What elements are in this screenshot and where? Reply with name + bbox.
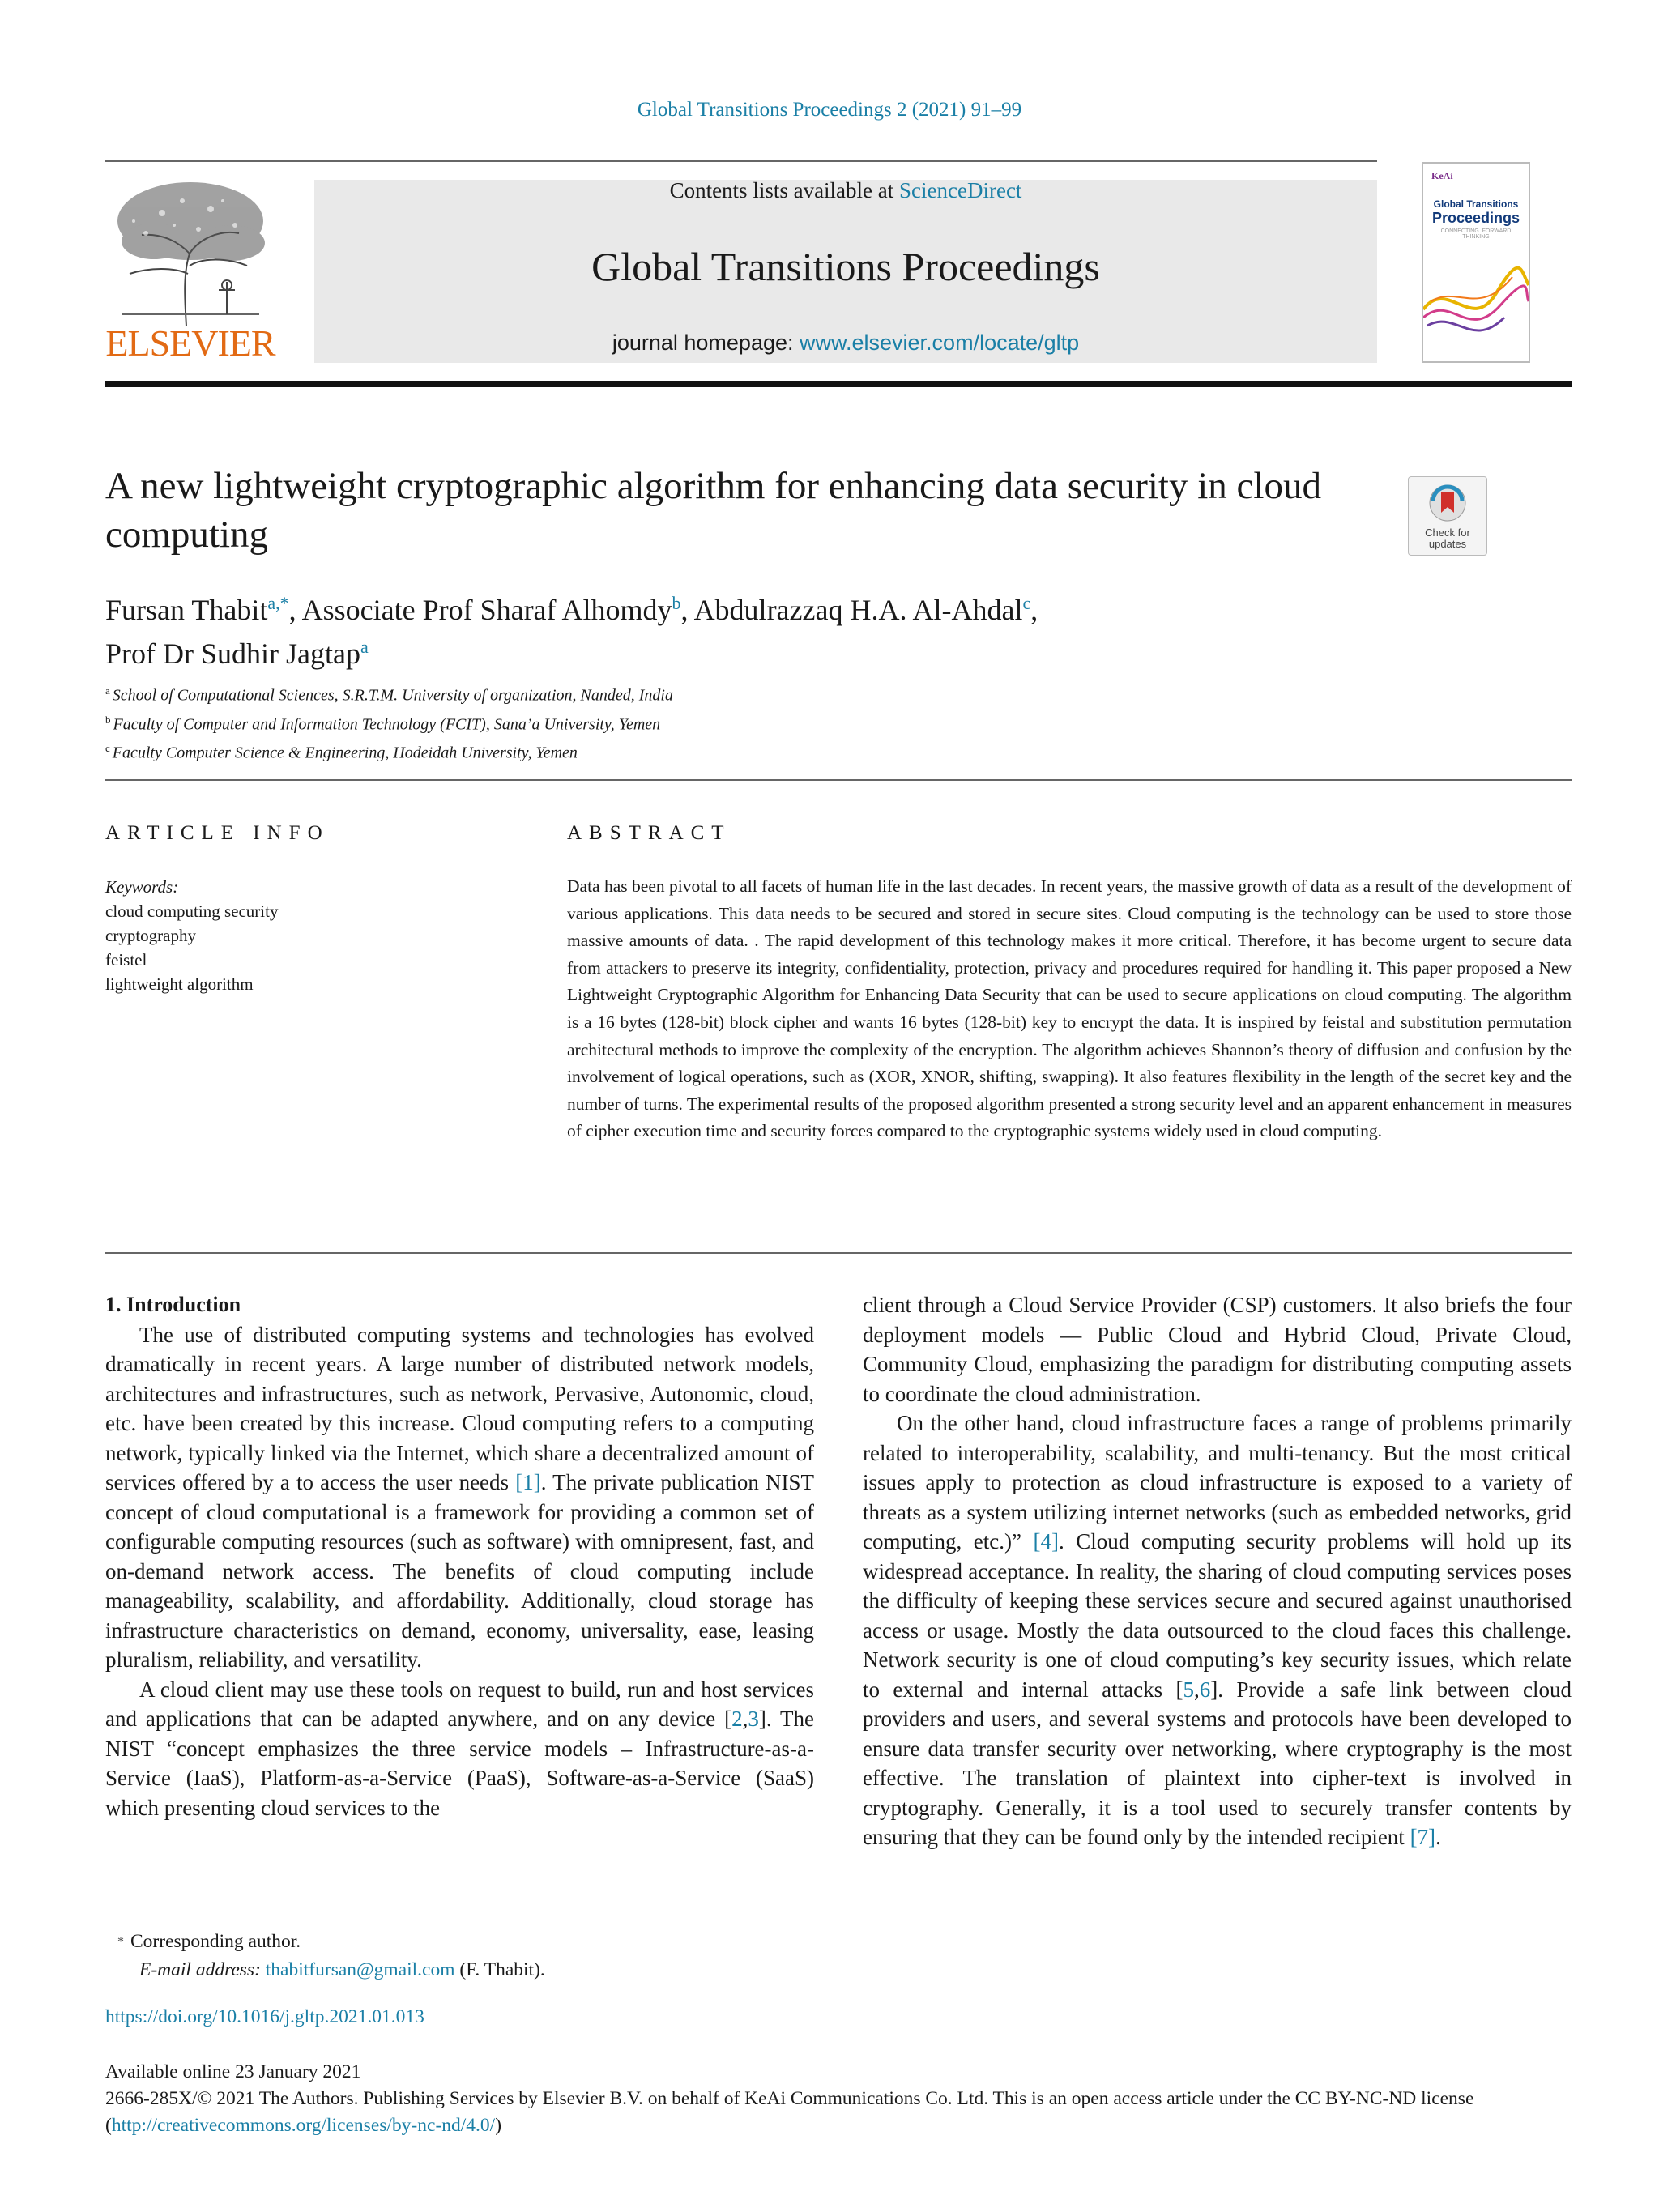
contents-line: Contents lists available at ScienceDirect	[669, 178, 1022, 202]
journal-homepage-link[interactable]: www.elsevier.com/locate/gltp	[800, 330, 1080, 355]
body-paragraph: A cloud client may use these tools on request to build, run and host services and applications that can be adapted anywhere, and on any device [2,3]. The NIST “concept emphasizes the three service models – Infrastructure-as-a-Service (IaaS), Platform-as-a-Service (PaaS), Software-as-a-Service (SaaS) which presenting cloud services to the	[105, 1677, 814, 1820]
author-affiliation-link[interactable]: c	[1022, 593, 1031, 613]
crossmark-label: Check for updates	[1425, 526, 1470, 550]
cover-title-line2: Proceedings	[1431, 210, 1520, 226]
license-link[interactable]: http://creativecommons.org/licenses/by-nc-nd/4.0/	[111, 2115, 496, 2136]
section-heading: 1. Introduction	[105, 1293, 241, 1316]
corresponding-author-note: * Corresponding author.	[117, 1931, 301, 1952]
author-affiliation-link[interactable]: b	[672, 593, 681, 613]
affiliation: $^c$ Faculty Computer Science & Engineering, Hodeidah University, Yemen	[105, 742, 578, 762]
license-statement: 2666-285X/© 2021 The Authors. Publishing Services by Elsevier B.V. on behalf of KeAi Communications Co. Ltd. This is an open access article under the CC BY-NC-ND license (http://creativecommons.org/licenses/by-nc-nd/4.0/)	[105, 2088, 1474, 2136]
body-paragraph: On the other hand, cloud infrastructure faces a range of problems primarily related to interoperability, scalability, and multi-tenancy. But the most critical issues apply to protection as cloud infrastructure is exposed to a variety of threats as a system utilizing internet networks (such as embedded networks, grid computing, etc.)” [4]. Cloud computing security problems will hold up its widespread acceptance. In reality, the sharing of cloud computing services poses the difficulty of keeping these services secure and secured against unauthorised access or usage. Mostly the data outsourced to the cloud faces this challenge. Network security is one of cloud computing’s key security issues, which relate to external and internal attacks [5,6]. Provide a safe link between cloud providers and users, and several systems and protocols have been developed to ensure data transfer security over networking, where cryptography is the most effective. The translation of plaintext into cipher-text is involved in cryptography. Generally, it is a tool used to securely transfer contents by ensuring that they can be found only by the intended recipient [7].	[863, 1411, 1572, 1849]
author-name: Associate Prof Sharaf Alhomdy	[301, 594, 672, 626]
keyword: lightweight algorithm	[105, 974, 254, 994]
citation-link[interactable]: 6	[1199, 1677, 1211, 1702]
keywords-label: Keywords:	[105, 877, 179, 897]
author-affiliation-link[interactable]: a	[360, 637, 369, 657]
affiliations	[105, 679, 673, 765]
author-name: Fursan Thabit	[105, 594, 268, 626]
citation-link[interactable]: 2	[731, 1707, 743, 1731]
publication-info	[105, 2059, 1572, 2139]
citation-link[interactable]: [4]	[1033, 1529, 1059, 1554]
citation-link[interactable]: [7]	[1410, 1825, 1436, 1849]
cover-title-line1: Global Transitions	[1433, 198, 1519, 210]
body-paragraph: client through a Cloud Service Provider (CSP) customers. It also briefs the four deployment models — Public Cloud and Hybrid Cloud, Private Cloud, Community Cloud, emphasizing the paradigm for distributing computing assets to coordinate the cloud administration.	[863, 1293, 1572, 1406]
homepage-line: journal homepage: www.elsevier.com/locate/gltp	[612, 330, 1080, 355]
journal-cover[interactable]	[1422, 162, 1530, 363]
keywords-block	[105, 875, 278, 996]
journal-reference[interactable]	[0, 99, 1659, 121]
body-paragraph: The use of distributed computing systems and technologies has evolved dramatically in recent years. A large number of distributed network models, architectures and infrastructures, such as network, Pervasive, Autonomic, cloud, etc. have been created by this increase. Cloud computing refers to a computing network, typically linked via the Internet, which share a decentralized amount of services offered by a to access the user needs [1]. The private publication NIST concept of cloud computational is a framework for providing a common set of configurable computing resources (such as software) with omnipresent, fast, and on-demand network access. The benefits of cloud computing include manageability, scalability, and affordability. Additionally, cloud storage has infrastructure characteristics on demand, economy, universality, ease, leasing pluralism, reliability, and versatility.	[105, 1322, 814, 1672]
abstract-heading: ABSTRACT	[567, 822, 731, 844]
citation-link[interactable]: [1]	[515, 1470, 541, 1494]
doi[interactable]	[105, 2006, 424, 2028]
sciencedirect-link[interactable]: ScienceDirect	[899, 178, 1022, 202]
body-column-right	[863, 1290, 1572, 1852]
email-note: E-mail address: thabitfursan@gmail.com (F. Thabit).	[139, 1959, 545, 1980]
header-divider	[105, 160, 1377, 162]
article-info-heading: ARTICLE INFO	[105, 822, 330, 844]
cover-publisher: KeAi	[1431, 170, 1453, 181]
crossmark-icon	[1409, 480, 1486, 529]
doi-link[interactable]: https://doi.org/10.1016/j.gltp.2021.01.013	[105, 2006, 424, 2027]
footnotes	[105, 1928, 545, 1984]
keyword: feistel	[105, 950, 147, 970]
author-name: Abdulrazzaq H.A. Al-Ahdal	[693, 594, 1023, 626]
cover-tagline: CONNECTING. FORWARD THINKING	[1440, 228, 1512, 240]
keyword: cloud computing security	[105, 901, 279, 921]
affiliation: $^a$ School of Computational Sciences, S.R.T.M. University of organization, Nanded, India	[105, 684, 673, 705]
author-affiliation-link[interactable]: a,*	[267, 593, 289, 613]
cover-art-icon	[1423, 245, 1529, 358]
journal-title: Global Transitions Proceedings	[591, 244, 1100, 289]
author-list: Fursan Thabit$^{a,*}$, Associate Prof Sharaf Alhomdy$^b$, Abdulrazzaq H.A. Al-Ahdal$^c$, Prof Dr Sudhir Jagtap$^a$	[105, 593, 1038, 670]
available-online: Available online 23 January 2021	[105, 2061, 361, 2082]
author-name: Prof Dr Sudhir Jagtap	[105, 637, 360, 670]
check-for-updates-button[interactable]	[1408, 476, 1487, 556]
journal-reference-link[interactable]: Global Transitions Proceedings 2 (2021) 91–99	[637, 99, 1022, 121]
header-thick-rule	[105, 381, 1572, 387]
section-divider	[105, 779, 1572, 781]
elsevier-tree-icon	[105, 177, 275, 330]
elsevier-wordmark: ELSEVIER	[105, 322, 275, 364]
email-link[interactable]: thabitfursan@gmail.com	[265, 1959, 455, 1980]
body-column-left	[105, 1290, 814, 1822]
keyword: cryptography	[105, 926, 196, 945]
elsevier-logo[interactable]	[105, 177, 275, 364]
citation-link[interactable]: 3	[748, 1707, 759, 1731]
citation-link[interactable]: 5	[1183, 1677, 1195, 1702]
abstract-text: Data has been pivotal to all facets of human life in the last decades. In recent years, the massive growth of data as a result of the development of various applications. This data needs to be secured and stored in secure sites. Cloud computing is the technology can be used to store those massive amounts of data. . The rapid development of this technology makes it more critical. Therefore, it has become urgent to secure data from attackers to preserve its integrity, confidentiality, protection, privacy and procedures required for handling it. This paper proposed a New Lightweight Cryptographic Algorithm for Enhancing Data Security that can be used to secure applications on cloud computing. The algorithm is a 16 bytes (128-bit) block cipher and wants 16 bytes (128-bit) key to encrypt the data. It is inspired by feistal and substitution permutation architectural methods to improve the complexity of the encryption. The algorithm achieves Shannon’s theory of diffusion and confusion by the involvement of logical operations, such as (XOR, XNOR, shifting, swapping). It also features flexibility in the length of the secret key and the number of turns. The experimental results of the proposed algorithm presented a strong security level and an apparent enhancement in measures of cipher execution time and security forces compared to the cryptographic systems widely used in cloud computing.	[567, 876, 1572, 1141]
affiliation: $^b$ Faculty of Computer and Information Technology (FCIT), Sana’a University, Yemen	[105, 713, 661, 734]
section-divider	[105, 1252, 1572, 1254]
article-title: A new lightweight cryptographic algorithm for enhancing data security in cloud computing	[105, 465, 1321, 556]
